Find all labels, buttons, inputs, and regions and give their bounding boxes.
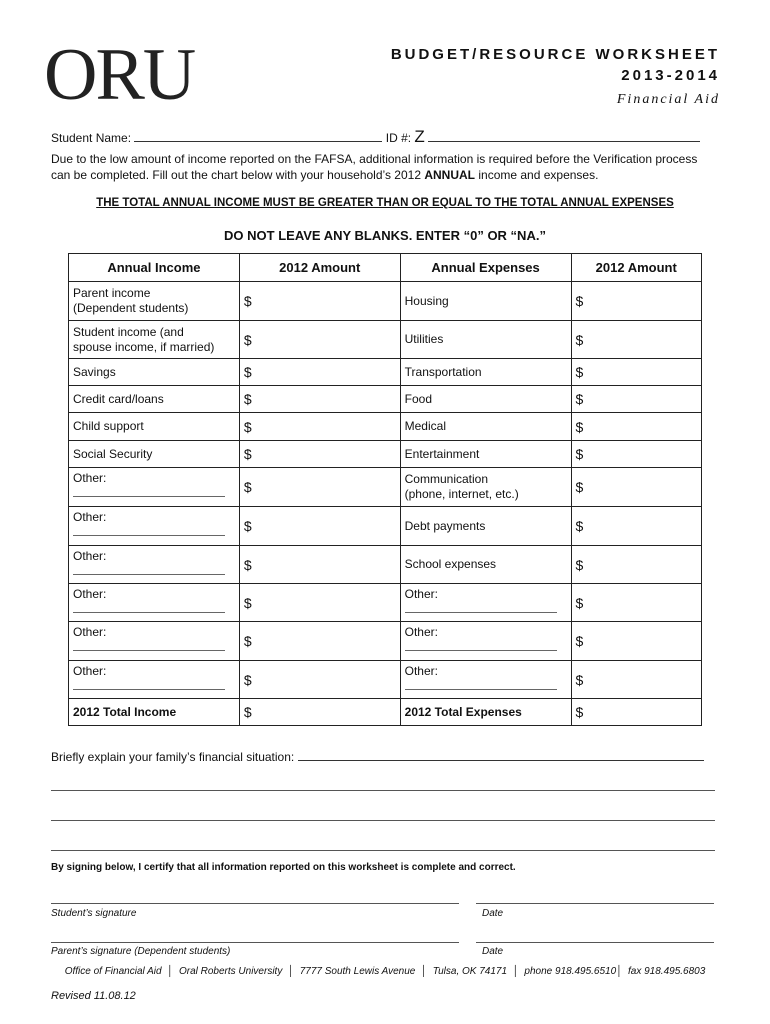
- table-row: [69, 386, 702, 413]
- expense-other-field[interactable]: [405, 679, 557, 690]
- expense-amount-cell[interactable]: [571, 321, 701, 359]
- expense-label: [400, 441, 571, 468]
- expense-amount-cell[interactable]: [571, 622, 701, 661]
- expense-label: [400, 359, 571, 386]
- table-row: [69, 584, 702, 622]
- currency-symbol: $: [575, 446, 584, 462]
- currency-symbol: $: [575, 331, 584, 348]
- expense-label-text: Other:: [404, 587, 438, 601]
- expense-label-text: Other:: [404, 625, 438, 639]
- expense-amount-cell[interactable]: [571, 386, 701, 413]
- expense-amount-cell[interactable]: [571, 507, 701, 546]
- subtitle: Financial Aid: [616, 92, 720, 107]
- income-label-text: Social Security: [73, 446, 153, 461]
- footer-fax: fax 918.495.6803: [628, 966, 706, 977]
- currency-symbol: $: [243, 633, 252, 649]
- income-other-field[interactable]: [73, 564, 225, 575]
- header-annual-income: Annual Income: [69, 254, 240, 282]
- intro-text-a: Due to the low amount of income reported on the FAFSA, additional information is required before the Verification process can be completed. Fill out the chart below with your household’s 2012: [51, 152, 698, 182]
- expense-label-text: Other:: [404, 664, 438, 678]
- totals-row: [69, 699, 702, 726]
- footer-street: 7777 South Lewis Avenue: [299, 966, 416, 977]
- table-row: [69, 413, 702, 441]
- table-body: [69, 282, 702, 726]
- income-label-text: Other:: [73, 510, 107, 524]
- table-row: [69, 546, 702, 584]
- explain-field-line-3[interactable]: [51, 820, 715, 821]
- income-amount-cell[interactable]: [239, 359, 400, 386]
- income-amount-cell[interactable]: [239, 468, 400, 507]
- currency-symbol: $: [243, 364, 252, 380]
- income-amount-cell[interactable]: [239, 413, 400, 441]
- currency-symbol: $: [243, 594, 252, 611]
- header-income-amount: 2012 Amount: [239, 254, 400, 282]
- income-other-field[interactable]: [73, 486, 225, 497]
- student-name-field[interactable]: [134, 129, 382, 142]
- currency-symbol: $: [243, 479, 252, 495]
- expense-amount-cell[interactable]: [571, 661, 701, 699]
- footer-office: Office of Financial Aid: [64, 966, 162, 977]
- expense-label-text: Food: [404, 391, 432, 406]
- expense-label: [400, 282, 571, 321]
- student-name-label: Student Name:: [51, 131, 132, 145]
- intro-text-bold: ANNUAL: [424, 167, 476, 182]
- currency-symbol: $: [575, 518, 584, 534]
- student-signature-label: Student’s signature: [51, 908, 137, 919]
- expense-label: [400, 584, 571, 622]
- expense-label: [400, 413, 571, 441]
- income-amount-cell[interactable]: [239, 441, 400, 468]
- id-prefix: Z: [414, 127, 425, 146]
- expense-other-field[interactable]: [405, 640, 557, 651]
- income-label-text: Parent income (Dependent students): [73, 286, 189, 315]
- expense-amount-cell[interactable]: [571, 546, 701, 584]
- income-label-text: Student income (and spouse income, if married): [73, 324, 215, 354]
- income-label: [69, 546, 240, 584]
- footer-university: Oral Roberts University: [178, 966, 283, 977]
- parent-signature-label: Parent’s signature (Dependent students): [51, 946, 231, 957]
- no-blanks-note: DO NOT LEAVE ANY BLANKS. ENTER “0” OR “NA.”: [224, 228, 546, 243]
- explain-field-line-2[interactable]: [51, 790, 715, 791]
- date-label-1: Date: [482, 908, 504, 919]
- currency-symbol: $: [243, 391, 252, 407]
- income-other-field[interactable]: [73, 602, 225, 613]
- expense-label: [400, 507, 571, 546]
- currency-symbol: $: [243, 418, 252, 435]
- total-income-label: 2012 Total Income: [69, 699, 240, 726]
- intro-text-b: income and expenses.: [475, 167, 599, 182]
- expense-label: [400, 622, 571, 661]
- student-signature-line[interactable]: [51, 903, 459, 904]
- date-line-2[interactable]: [476, 942, 714, 943]
- income-label: [69, 359, 240, 386]
- expense-amount-cell[interactable]: [571, 359, 701, 386]
- income-amount-cell[interactable]: [239, 282, 400, 321]
- income-label: [69, 441, 240, 468]
- currency-symbol: $: [575, 633, 584, 649]
- worksheet-title: [391, 44, 720, 86]
- explain-field-line-1[interactable]: [298, 748, 704, 761]
- income-amount-cell[interactable]: [239, 584, 400, 622]
- income-label: [69, 622, 240, 661]
- expense-label-text: School expenses: [404, 557, 497, 571]
- expense-label: [400, 661, 571, 699]
- income-amount-cell[interactable]: [239, 661, 400, 699]
- explain-label: Briefly explain your family’s financial situation:: [51, 750, 295, 764]
- currency-symbol: $: [243, 331, 252, 348]
- table-header-row: [69, 254, 702, 282]
- student-info-row: [51, 127, 700, 147]
- income-label: [69, 386, 240, 413]
- certification-statement: By signing below, I certify that all information reported on this worksheet is complete and correct.: [51, 862, 516, 873]
- expense-other-field[interactable]: [405, 602, 557, 613]
- intro-paragraph: [51, 152, 719, 183]
- income-label: [69, 661, 240, 699]
- expense-label-text: Debt payments: [404, 518, 486, 533]
- currency-symbol: $: [575, 479, 584, 495]
- total-warning: THE TOTAL ANNUAL INCOME MUST BE GREATER THAN OR EQUAL TO THE TOTAL ANNUAL EXPENSES: [96, 197, 674, 209]
- header-expense-amount: 2012 Amount: [571, 254, 701, 282]
- header-annual-expenses: Annual Expenses: [400, 254, 571, 282]
- expense-label: [400, 468, 571, 507]
- income-label: [69, 507, 240, 546]
- currency-symbol: $: [575, 418, 584, 435]
- title-line-2: 2013-2014: [621, 67, 720, 84]
- income-label: [69, 413, 240, 441]
- currency-symbol: $: [243, 446, 252, 462]
- total-income-amount[interactable]: [239, 699, 400, 726]
- currency-symbol: $: [243, 556, 252, 573]
- table-row: [69, 359, 702, 386]
- expense-label: [400, 386, 571, 413]
- income-other-field[interactable]: [73, 679, 225, 690]
- expense-label-text: Medical: [404, 419, 446, 433]
- budget-table: [68, 253, 702, 726]
- income-label-text: Savings: [73, 364, 116, 379]
- expense-label: [400, 546, 571, 584]
- income-amount-cell[interactable]: [239, 386, 400, 413]
- expense-amount-cell[interactable]: [571, 584, 701, 622]
- total-expenses-label: 2012 Total Expenses: [400, 699, 571, 726]
- expense-amount-cell[interactable]: [571, 413, 701, 441]
- expense-label-text: Entertainment: [404, 446, 480, 461]
- income-other-field[interactable]: [73, 525, 225, 536]
- income-label: [69, 282, 240, 321]
- income-label-text: Credit card/loans: [73, 391, 164, 406]
- income-label-text: Other:: [73, 625, 107, 639]
- table-row: [69, 622, 702, 661]
- currency-symbol: $: [243, 671, 252, 688]
- income-label-text: Other:: [73, 587, 107, 601]
- currency-symbol: $: [575, 704, 584, 720]
- currency-symbol: $: [575, 556, 584, 573]
- table-row: [69, 441, 702, 468]
- income-label-text: Other:: [73, 471, 107, 485]
- expense-amount-cell[interactable]: [571, 468, 701, 507]
- expense-label-text: Communication (phone, internet, etc.): [404, 472, 519, 501]
- income-label-text: Other:: [73, 664, 107, 678]
- income-label: [69, 468, 240, 507]
- income-label: [69, 584, 240, 622]
- title-line-1: BUDGET/RESOURCE WORKSHEET: [390, 46, 720, 63]
- currency-symbol: $: [575, 391, 584, 407]
- id-label: ID #:: [385, 131, 412, 145]
- oru-logo: ORU: [44, 34, 195, 116]
- income-amount-cell[interactable]: [239, 507, 400, 546]
- total-expenses-amount[interactable]: [571, 699, 701, 726]
- revised-date: Revised 11.08.12: [51, 990, 136, 1002]
- id-field[interactable]: [428, 129, 700, 142]
- income-other-field[interactable]: [73, 640, 225, 651]
- currency-symbol: $: [575, 293, 584, 309]
- expense-amount-cell[interactable]: [571, 441, 701, 468]
- currency-symbol: $: [575, 364, 584, 380]
- explain-field-line-4[interactable]: [51, 850, 715, 851]
- footer-phone: phone 918.495.6510: [524, 966, 617, 977]
- table-row: [69, 661, 702, 699]
- currency-symbol: $: [243, 293, 252, 309]
- income-amount-cell[interactable]: [239, 546, 400, 584]
- explain-row: [51, 748, 704, 764]
- currency-symbol: $: [243, 704, 252, 720]
- parent-signature-line[interactable]: [51, 942, 459, 943]
- income-label-text: Child support: [73, 419, 144, 433]
- income-label-text: Other:: [73, 549, 107, 563]
- table-row: [69, 321, 702, 359]
- expense-label: [400, 321, 571, 359]
- income-amount-cell[interactable]: [239, 321, 400, 359]
- expense-label-text: Transportation: [404, 364, 482, 379]
- income-amount-cell[interactable]: [239, 622, 400, 661]
- expense-label-text: Utilities: [404, 332, 444, 346]
- footer-contact: Office of Financial Aid │ Oral Roberts University │ 7777 South Lewis Avenue │ Tulsa, OK 74171 │ phone 918.495.6510│ fax 918.495.6803: [64, 966, 706, 977]
- currency-symbol: $: [575, 671, 584, 688]
- table-row: [69, 507, 702, 546]
- currency-symbol: $: [243, 518, 252, 534]
- expense-amount-cell[interactable]: [571, 282, 701, 321]
- currency-symbol: $: [575, 594, 584, 611]
- table-row: [69, 282, 702, 321]
- expense-label-text: Housing: [404, 293, 449, 308]
- income-label: [69, 321, 240, 359]
- date-line-1[interactable]: [476, 903, 714, 904]
- date-label-2: Date: [482, 946, 504, 957]
- table-row: [69, 468, 702, 507]
- footer-city: Tulsa, OK 74171: [432, 966, 508, 977]
